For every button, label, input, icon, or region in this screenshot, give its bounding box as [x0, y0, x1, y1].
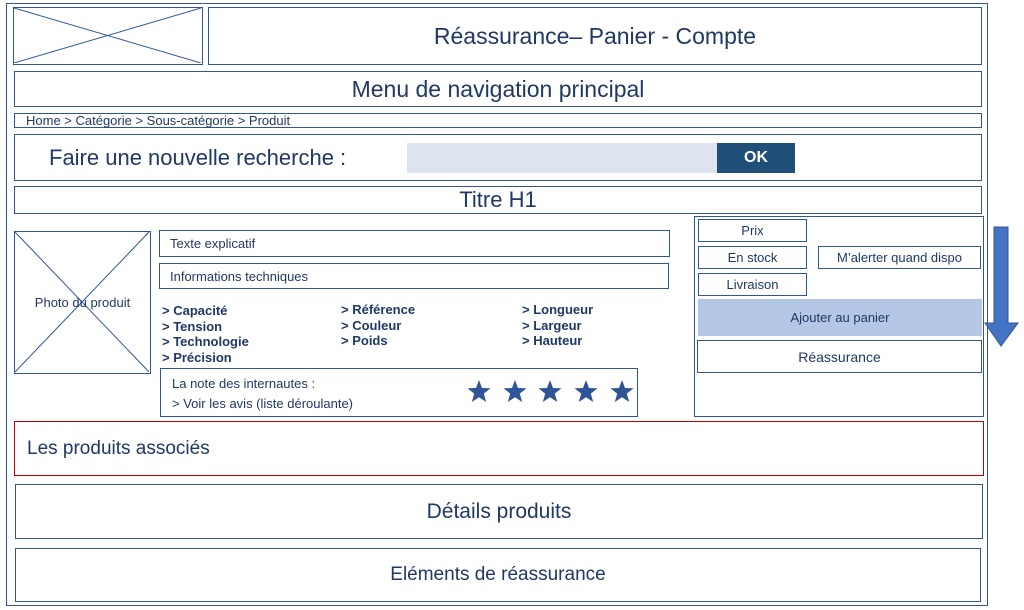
header-links-label: Réassurance– Panier - Compte — [433, 22, 757, 49]
stock-alert-button[interactable] — [818, 246, 981, 269]
rating-box — [160, 368, 638, 417]
product-details-label: Détails produits — [426, 499, 572, 523]
product-description — [159, 230, 670, 257]
technical-info-label: Informations techniques — [170, 268, 309, 284]
reassurance-section[interactable] — [15, 548, 981, 602]
star-icon[interactable] — [574, 379, 598, 403]
related-products[interactable] — [14, 421, 984, 476]
product-details[interactable] — [15, 484, 983, 539]
logo-placeholder[interactable] — [13, 7, 203, 65]
page-title — [14, 186, 982, 214]
spec-item: > Tension — [162, 318, 223, 334]
search-label: Faire une nouvelle recherche : — [49, 144, 347, 170]
search-input[interactable] — [407, 143, 717, 173]
star-icon[interactable] — [538, 379, 562, 403]
main-navigation-label: Menu de navigation principal — [351, 75, 645, 102]
reassurance-label: Réassurance — [798, 348, 881, 365]
placeholder-cross-icon — [14, 8, 201, 63]
spec-item: > Longueur — [522, 302, 594, 317]
spec-item: > Précision — [162, 349, 232, 365]
delivery-box[interactable] — [698, 273, 807, 296]
spec-item: > Hauteur — [522, 333, 583, 348]
star-icon[interactable] — [610, 379, 634, 403]
spec-item: > Capacité — [162, 303, 228, 318]
stock-alert-label: M’alerter quand dispo — [836, 250, 963, 265]
spec-item: > Poids — [341, 333, 388, 348]
reassurance-section-label: Eléments de réassurance — [390, 564, 606, 585]
spec-item: > Référence — [341, 302, 416, 317]
specs-column-1 — [162, 303, 249, 365]
product-description-label: Texte explicatif — [170, 236, 256, 251]
search-bar — [14, 134, 982, 181]
stock-status — [698, 246, 807, 269]
stock-label: En stock — [727, 250, 778, 265]
technical-info — [159, 263, 669, 289]
breadcrumb[interactable] — [14, 113, 982, 128]
product-photo-label: Photo du produit — [34, 295, 131, 310]
search-button[interactable]: OK — [717, 143, 795, 173]
price-box — [698, 219, 807, 242]
arrow-down-icon — [984, 226, 1020, 348]
related-products-label: Les produits associés — [27, 437, 210, 459]
specs-column-3 — [522, 302, 593, 349]
spec-item: > Technologie — [162, 334, 249, 349]
reviews-link[interactable]: > Voir les avis (liste déroulante) — [172, 396, 354, 411]
product-photo[interactable] — [14, 231, 151, 374]
reassurance-box[interactable] — [697, 340, 982, 373]
price-label: Prix — [741, 223, 764, 238]
delivery-label: Livraison — [726, 277, 779, 292]
star-icon[interactable] — [503, 379, 527, 403]
rating-title: La note des internautes : — [172, 376, 316, 391]
header-links[interactable] — [208, 7, 982, 65]
add-to-cart-button[interactable] — [698, 299, 982, 336]
spec-item: > Largeur — [522, 317, 582, 333]
specs-column-2 — [341, 302, 415, 349]
breadcrumb-text[interactable]: Home > Catégorie > Sous-catégorie > Produit — [26, 113, 291, 128]
spec-item: > Couleur — [341, 317, 402, 333]
main-navigation[interactable] — [14, 71, 982, 107]
page-title-text: Titre H1 — [459, 187, 537, 212]
add-to-cart-label: Ajouter au panier — [790, 310, 890, 325]
star-icon[interactable] — [467, 379, 491, 403]
